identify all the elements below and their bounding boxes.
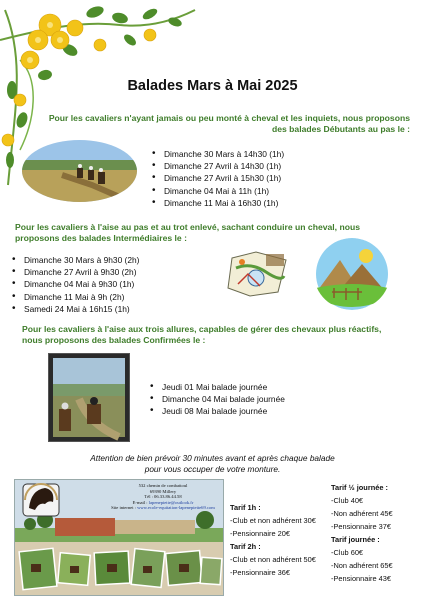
note-line2: pour vous occuper de votre monture. bbox=[144, 464, 281, 474]
intermediaires-dates bbox=[10, 254, 139, 315]
tarif-day-club: -Club 60€ bbox=[331, 548, 364, 557]
tarif-2h-pension: -Pensionnaire 36€ bbox=[230, 568, 290, 577]
debutants-dates bbox=[150, 148, 284, 209]
list-item: • Dimanche 11 Mai à 9h (2h) bbox=[10, 291, 139, 303]
tarif-1h-club: -Club et non adhérent 30€ bbox=[230, 516, 316, 525]
list-item: • Jeudi 01 Mai balade journée bbox=[148, 381, 285, 393]
list-item: • Dimanche 30 Mars à 9h30 (2h) bbox=[10, 254, 139, 266]
tarif-day-pension: -Pensionnaire 43€ bbox=[331, 574, 391, 583]
intermediaires-intro-line2: proposons des balades Intermédiaires le : bbox=[15, 233, 187, 243]
page-title: Balades Mars à Mai 2025 bbox=[127, 78, 298, 94]
tarifs-daily bbox=[331, 481, 393, 585]
list-item: • Dimanche 27 Avril à 9h30 (2h) bbox=[10, 266, 139, 278]
stable-contact-card bbox=[14, 479, 224, 596]
list-item: • Dimanche 11 Mai à 16h30 (1h) bbox=[150, 197, 284, 209]
horse-trail-photo-confirmed bbox=[48, 353, 130, 442]
list-item: • Dimanche 04 Mai à 9h30 (1h) bbox=[10, 278, 139, 290]
card-contact-text bbox=[107, 483, 219, 511]
confirmees-intro-line1: Pour les cavaliers à l'aise aux trois allures, capables de gérer des chevaux plus réactifs, bbox=[22, 324, 382, 334]
list-item: • Jeudi 08 Mai balade journée bbox=[148, 405, 285, 417]
list-item: • Samedi 24 Mai à 16h15 (1h) bbox=[10, 303, 139, 315]
tarif-1h-heading: Tarif 1h : bbox=[230, 503, 261, 512]
tarif-day-non: -Non adhérent 65€ bbox=[331, 561, 393, 570]
card-phone: Tél : 06.33.86.44.58 bbox=[144, 494, 182, 500]
tarif-2h-heading: Tarif 2h : bbox=[230, 542, 261, 551]
card-email-label: E-mail : bbox=[132, 499, 148, 505]
intermediaires-intro-line1: Pour les cavaliers à l'aise au pas et au trot enlevé, sachant conduire un cheval, nous bbox=[15, 222, 360, 232]
tarif-2h-club: -Club et non adhérent 50€ bbox=[230, 555, 316, 564]
list-item: • Dimanche 04 Mai balade journée bbox=[148, 393, 285, 405]
confirmees-intro bbox=[22, 324, 417, 346]
debutants-intro-line1: Pour les cavaliers n'ayant jamais ou peu monté à cheval et les inquiets, nous proposons bbox=[48, 113, 410, 123]
list-item: • Dimanche 30 Mars à 14h30 (1h) bbox=[150, 148, 284, 160]
tarif-day-heading: Tarif journée : bbox=[331, 535, 380, 544]
debutants-intro bbox=[30, 113, 410, 135]
confirmees-intro-line2: nous proposons des balades Confirmées le : bbox=[22, 335, 206, 345]
arrival-note bbox=[0, 453, 425, 475]
debutants-intro-line2: des balades Débutants au pas le : bbox=[271, 124, 410, 134]
map-clipart bbox=[226, 248, 292, 300]
note-line1: Attention de bien prévoir 30 minutes avant et après chaque balade bbox=[90, 453, 335, 463]
list-item: • Dimanche 27 Avril à 15h30 (1h) bbox=[150, 172, 284, 184]
tarif-half-non: -Non adhérent 45€ bbox=[331, 509, 393, 518]
list-item: • Dimanche 04 Mai à 11h (1h) bbox=[150, 185, 284, 197]
landscape-clipart bbox=[314, 238, 390, 310]
card-address1: 532 chemin de combattoul bbox=[138, 483, 188, 488]
tarifs-hourly bbox=[230, 501, 316, 579]
horse-ride-photo-beginners bbox=[22, 140, 137, 202]
card-site[interactable]: www.ecole-equitation-lapenepiette69.com bbox=[137, 505, 215, 511]
card-site-row bbox=[107, 505, 219, 511]
confirmees-dates bbox=[148, 381, 285, 418]
card-address2: 69390 Millery bbox=[149, 488, 177, 494]
tarif-half-heading: Tarif ½ journée : bbox=[331, 483, 388, 492]
tarif-half-club: -Club 40€ bbox=[331, 496, 364, 505]
card-site-label: Site internet : bbox=[111, 505, 136, 511]
list-item: • Dimanche 27 Avril à 14h30 (1h) bbox=[150, 160, 284, 172]
tarif-half-pension: -Pensionnaire 37€ bbox=[331, 522, 391, 531]
tarif-1h-pension: -Pensionnaire 20€ bbox=[230, 529, 290, 538]
card-email[interactable]: lapenepiette@outlook.fr bbox=[148, 499, 194, 505]
